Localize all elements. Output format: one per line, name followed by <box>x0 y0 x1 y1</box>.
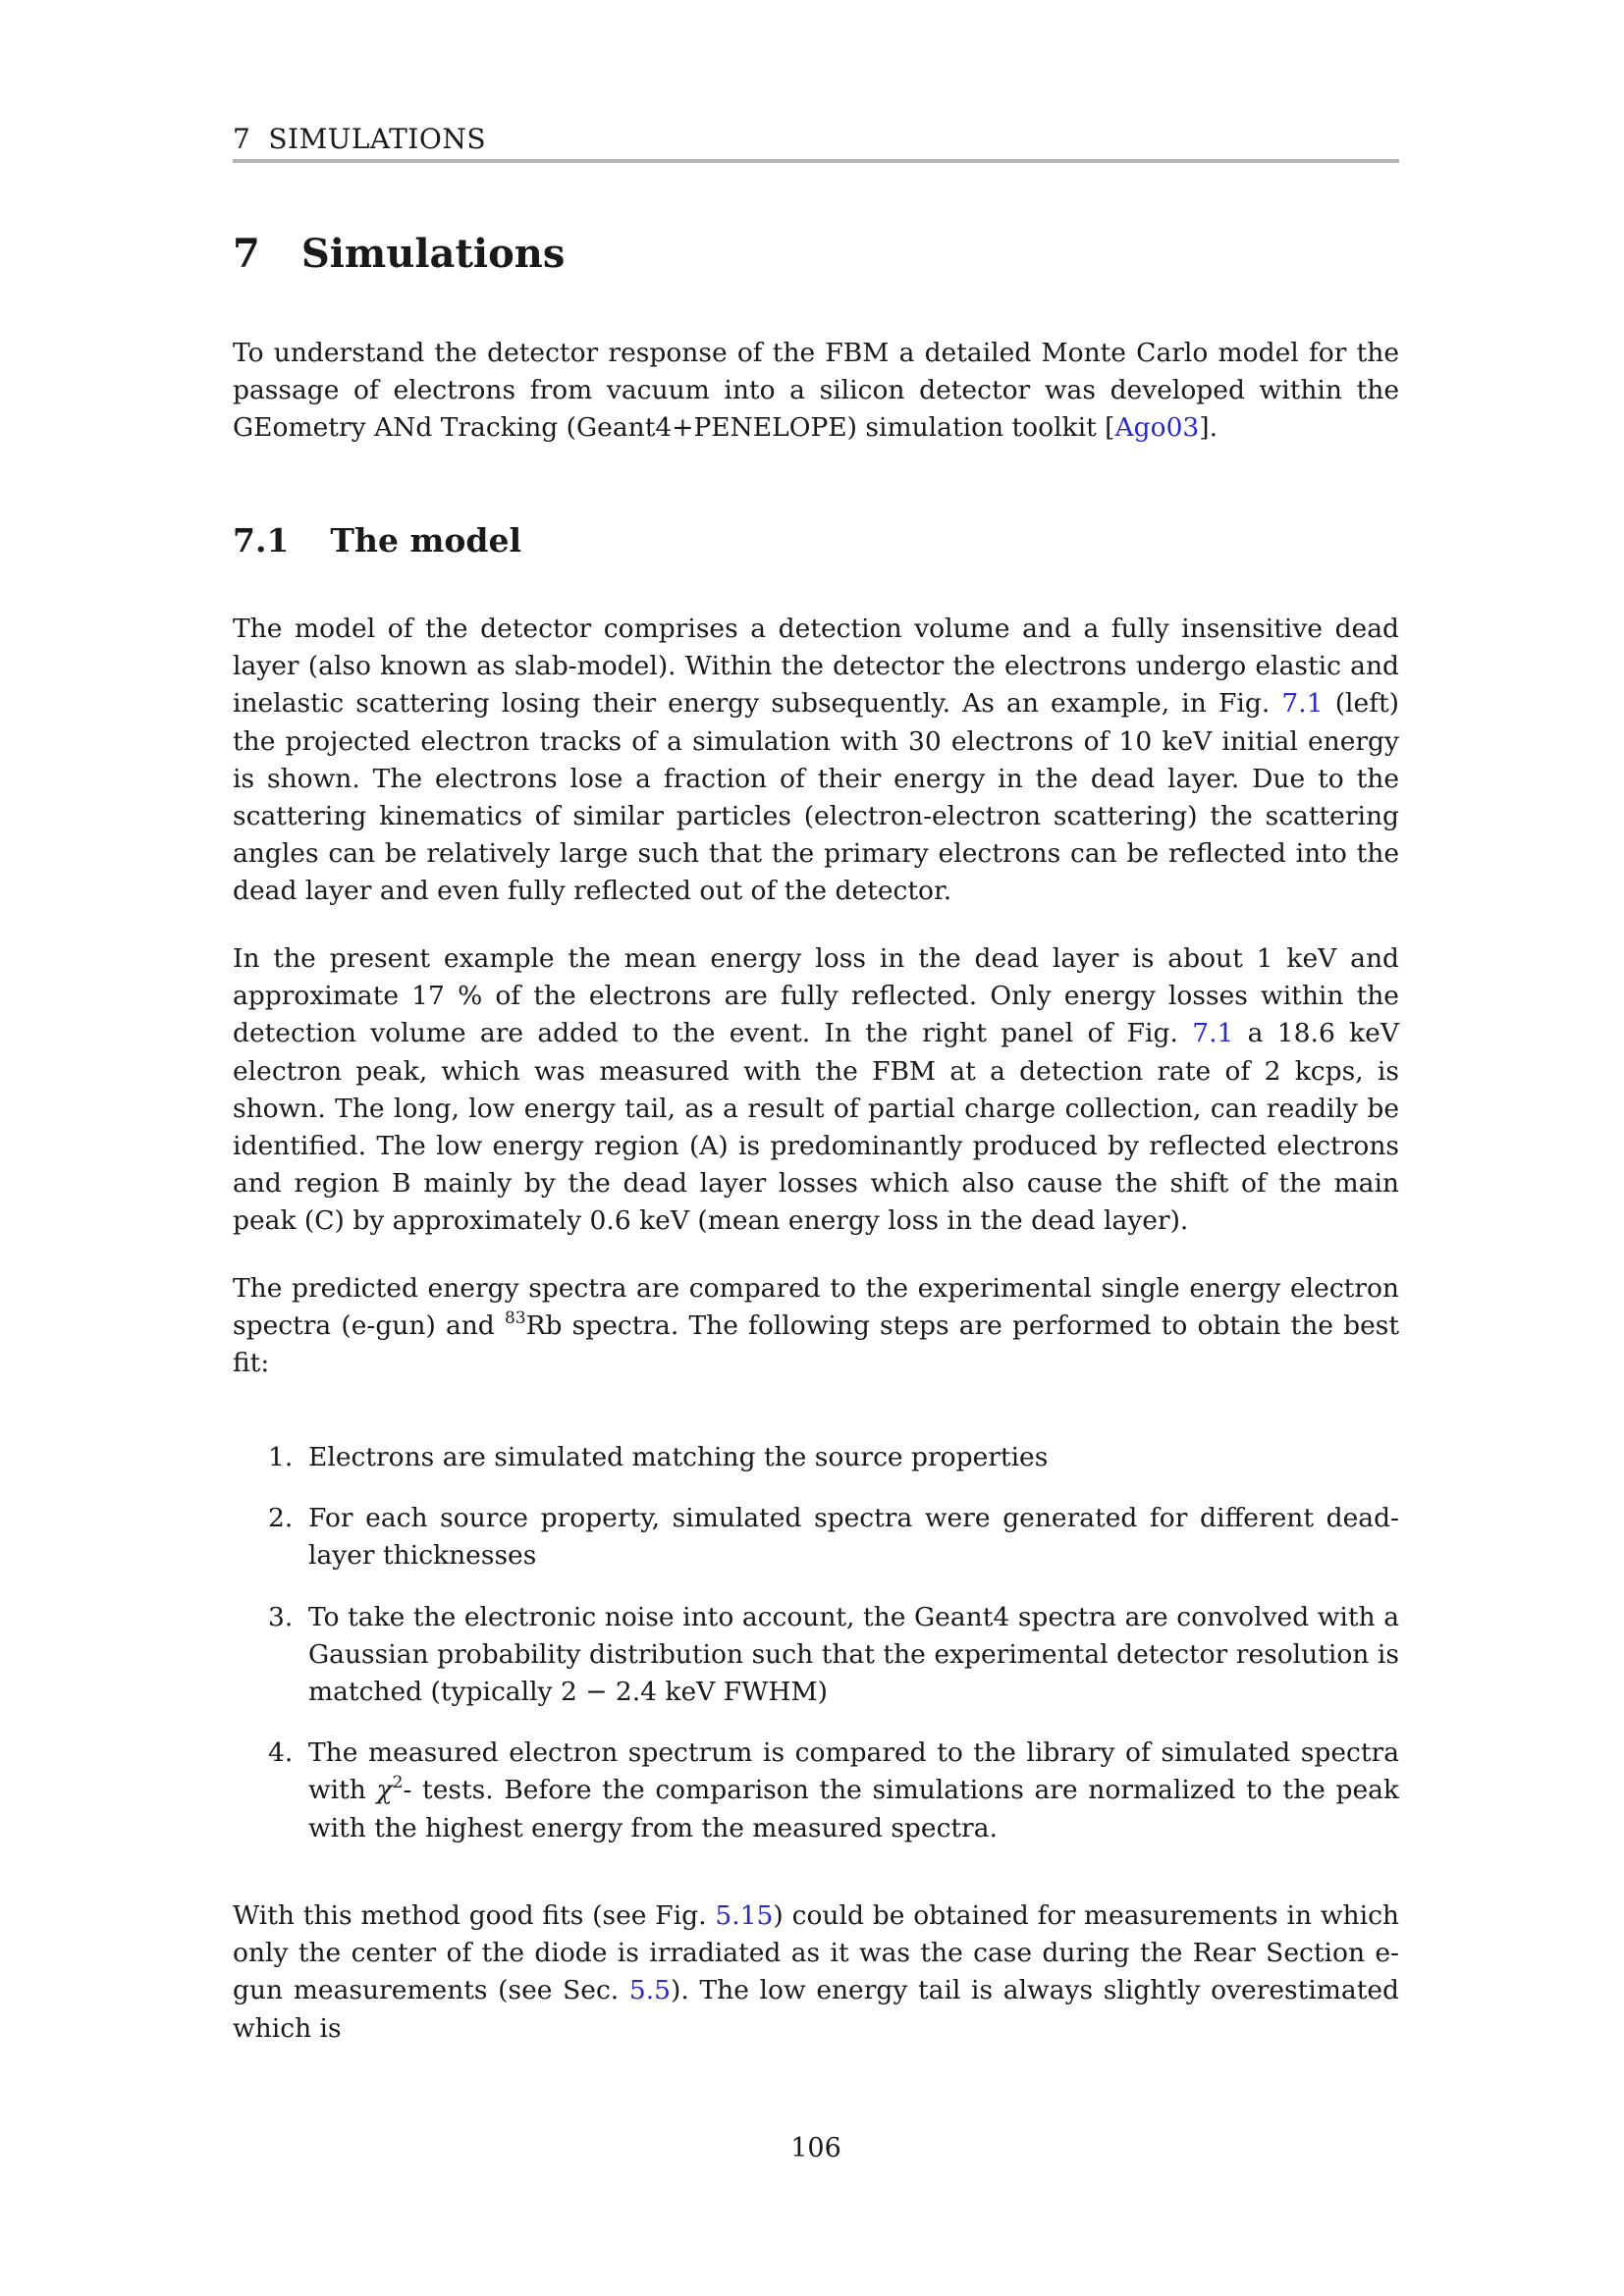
isotope-mass-number: 83 <box>504 1308 526 1329</box>
model-paragraph-text-b: (left) the projected electron tracks of a simulation with 30 electrons of 10 keV initial energy is shown. The electrons lose a fraction of their energy in the dead layer. Due to the scattering kinematics of similar particles (electron-electron scattering) the scattering angles can be relatively large such that the primary electrons can be reflected into the dead layer and even fully reflected out of the detector. <box>233 688 1400 907</box>
list-item-text-b: - tests. Before the comparison the simulations are normalized to the peak with the highest energy from the measured spectra. <box>308 1775 1399 1843</box>
list-item-text-a: The measured electron spectrum is compared to the library of simulated spectra with <box>308 1737 1399 1806</box>
list-marker: 2. <box>268 1503 294 1534</box>
method-paragraph-text-c: ). The low energy tail is always slightly overestimated which is <box>233 1975 1400 2044</box>
chi-symbol: χ <box>376 1775 393 1806</box>
header-divider <box>233 159 1399 163</box>
section-title: The model <box>330 521 521 560</box>
running-header-chapter-number: 7 <box>233 123 251 155</box>
document-page <box>233 0 1399 2296</box>
list-item-text: Electrons are simulated matching the source properties <box>308 1442 1049 1472</box>
intro-text-end: ]. <box>1199 412 1218 444</box>
comparison-paragraph <box>233 1270 1399 1383</box>
list-marker: 4. <box>268 1737 294 1769</box>
citation-link-ago03[interactable]: Ago03 <box>1114 412 1200 444</box>
list-item-text: For each source property, simulated spectra were generated for different dead-layer thicknesses <box>308 1503 1399 1572</box>
running-header-chapter-title: SIMULATIONS <box>268 123 486 155</box>
figure-link-7-1-right[interactable]: 7.1 <box>1192 1018 1234 1049</box>
model-paragraph <box>233 611 1399 911</box>
list-item-text: To take the electronic noise into account, the Geant4 spectra are convolved with a Gaussian probability distribution such that the experimental detector resolution is matched (typically 2 − 2.4 keV FWHM) <box>308 1601 1399 1708</box>
chapter-number: 7 <box>233 231 260 277</box>
method-paragraph <box>233 1897 1399 2048</box>
section-link-5-5[interactable]: 5.5 <box>628 1975 672 2006</box>
comparison-paragraph-text-b: Rb spectra. The following steps are performed to obtain the best fit: <box>233 1310 1399 1379</box>
list-item <box>233 1599 1399 1712</box>
section-heading <box>233 520 521 561</box>
list-marker: 1. <box>268 1442 294 1472</box>
figure-link-7-1[interactable]: 7.1 <box>1281 688 1324 720</box>
figure-link-5-15[interactable]: 5.15 <box>715 1900 774 1931</box>
chapter-heading <box>233 230 565 279</box>
intro-text: To understand the detector response of the FBM a detailed Monte Carlo model for the passage of electrons from vacuum into a silicon detector was developed within the GEometry ANd Tracking (Geant4+PENELOPE) simulation toolkit [ <box>233 338 1399 444</box>
fit-steps-list <box>233 1439 1399 1871</box>
chi-exponent: 2 <box>392 1773 404 1793</box>
example-paragraph <box>233 940 1399 1241</box>
example-paragraph-text-a: In the present example the mean energy loss in the dead layer is about 1 keV and approximate 17 % of the electrons are fully reflected. Only energy losses within the detection volume are added to the event. In the right panel of Fig. <box>233 943 1399 1049</box>
model-paragraph-text-a: The model of the detector comprises a detection volume and a fully insensitive dead layer (also known as slab-model). Within the detector the electrons undergo elastic and inelastic scattering losing their energy subsequently. As an example, in Fig. <box>233 614 1399 720</box>
method-paragraph-text-b: ) could be obtained for measurements in which only the center of the diode is irradiated as it was the case during the Rear Section e-gun measurements (see Sec. <box>233 1900 1400 2006</box>
page-number: 106 <box>790 2133 841 2163</box>
method-paragraph-text-a: With this method good fits (see Fig. <box>233 1900 716 1931</box>
list-item <box>233 1500 1399 1575</box>
example-paragraph-text-b: a 18.6 keV electron peak, which was measured with the FBM at a detection rate of 2 kcps, is shown. The long, low energy tail, as a result of partial charge collection, can readily be identified. The low energy region (A) is predominantly produced by reflected electrons and region B mainly by the dead layer losses which also cause the shift of the main peak (C) by approximately 0.6 keV (mean energy loss in the dead layer). <box>233 1018 1400 1237</box>
section-number: 7.1 <box>233 521 290 560</box>
list-item <box>233 1439 1399 1476</box>
chapter-title: Simulations <box>300 231 566 277</box>
list-item <box>233 1735 1399 1847</box>
intro-paragraph <box>233 335 1399 448</box>
running-header <box>233 122 1399 157</box>
list-marker: 3. <box>268 1601 294 1632</box>
comparison-paragraph-text-a: The predicted energy spectra are compared to the experimental single energy electron spectra (e-gun) and <box>233 1273 1399 1342</box>
